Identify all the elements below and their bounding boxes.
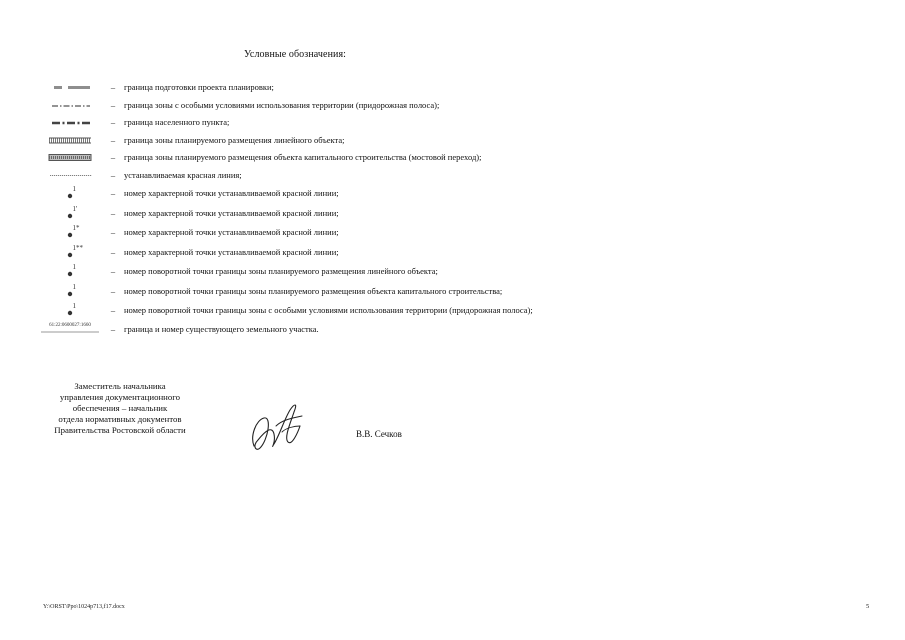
legend-item-planning-boundary: [38, 79, 678, 97]
legend-item-text: устанавливаемая красная линия;: [124, 169, 242, 180]
red-line-point-icon: [38, 184, 102, 204]
legend-item-linear-zone-turn-point: [38, 262, 678, 282]
red-line-point-icon: [38, 223, 102, 243]
land-plot-number: 61:22:0600027:1660: [49, 322, 91, 328]
legend-item-text: граница зоны планируемого размещения линейного объекта;: [124, 134, 345, 145]
legend-item-text: номер характерной точки устанавливаемой красной линии;: [124, 227, 339, 237]
legend-item-red-line-point: [38, 184, 678, 204]
land-plot-icon: [38, 321, 102, 339]
legend-item-red-line: [38, 167, 678, 185]
legend-item-text: граница населенного пункта;: [124, 117, 230, 127]
linear-object-zone-icon: [38, 132, 102, 150]
settlement-boundary-icon: [38, 114, 102, 132]
signatory-line: отдела нормативных документов: [58, 414, 182, 424]
legend-dash: –: [110, 266, 116, 276]
signatory-line: Заместитель начальника: [74, 381, 166, 391]
linear-zone-turn-point-icon: [38, 262, 102, 282]
legend-item-text: граница зоны планируемого размещения объекта капитального строительства (мостовой переход);: [124, 152, 482, 162]
legend-dash: –: [110, 207, 116, 218]
file-path: Y:\ORST\Ppo\1024p713,f17.docx: [43, 604, 125, 610]
point-marker: 1: [72, 263, 76, 271]
legend-dash: –: [110, 169, 116, 180]
capital-object-zone-icon: [38, 149, 102, 167]
legend-dash: –: [110, 323, 116, 334]
signatory-line: управления документационного: [59, 392, 181, 402]
legend-dash: –: [110, 82, 116, 92]
legend-dash: –: [110, 188, 116, 198]
legend-item-text: граница и номер существующего земельного участка.: [124, 323, 319, 334]
legend-item-capital-zone-turn-point: [38, 282, 678, 302]
signatory-position: [30, 381, 210, 436]
legend-dash: –: [110, 99, 116, 110]
legend-list: [38, 79, 678, 338]
red-line-point-icon: [38, 243, 102, 263]
legend-dash: –: [110, 285, 116, 296]
legend-item-roadside-zone-turn-point: [38, 301, 678, 321]
capital-zone-turn-point-icon: [38, 282, 102, 302]
point-marker: 1: [72, 302, 76, 310]
legend-item-red-line-point-double-star: [38, 243, 678, 263]
signatory-line: обеспечения – начальник: [72, 403, 168, 413]
legend-item-red-line-point-star: [38, 223, 678, 243]
point-marker: 1: [72, 185, 76, 193]
legend-item-land-plot: [38, 321, 678, 339]
legend-item-text: граница зоны с особыми условиями использования территории (придорожная полоса);: [124, 99, 440, 110]
planning-boundary-icon: [38, 79, 102, 97]
legend-item-text: номер характерной точки устанавливаемой красной линии;: [124, 207, 339, 218]
legend-dash: –: [110, 305, 116, 315]
legend-item-red-line-point-prime: [38, 204, 678, 224]
signatory-line: Правительства Ростовской области: [54, 425, 186, 435]
point-marker: 1**: [72, 243, 83, 252]
legend-dash: –: [110, 246, 116, 257]
legend-item-text: номер поворотной точки границы зоны с особыми условиями использования территории (придорожная полоса);: [124, 305, 533, 315]
legend-item-linear-object-zone: [38, 132, 678, 150]
legend-dash: –: [110, 134, 116, 145]
signatory-name: В.В. Сечков: [356, 429, 402, 439]
roadside-zone-turn-point-icon: [38, 301, 102, 321]
legend-item-settlement-boundary: [38, 114, 678, 132]
legend-item-text: номер характерной точки устанавливаемой красной линии;: [124, 246, 339, 257]
red-line-point-icon: [38, 204, 102, 224]
legend-item-capital-object-zone: [38, 149, 678, 167]
point-marker: 1: [72, 282, 76, 291]
legend-item-text: номер характерной точки устанавливаемой красной линии;: [124, 188, 339, 198]
legend-dash: –: [110, 227, 116, 237]
handwritten-signature-icon: [244, 396, 310, 456]
legend-title: Условные обозначения:: [243, 49, 347, 60]
legend-item-text: номер поворотной точки границы зоны планируемого размещения линейного объекта;: [124, 266, 438, 276]
point-marker: 1*: [72, 224, 80, 232]
legend-item-text: граница подготовки проекта планировки;: [124, 82, 274, 92]
red-line-icon: [38, 167, 102, 185]
legend-item-text: номер поворотной точки границы зоны планируемого размещения объекта капитального строительства;: [124, 285, 503, 296]
roadside-zone-boundary-icon: [38, 97, 102, 115]
legend-dash: –: [110, 152, 116, 162]
page-number: 5: [866, 603, 870, 610]
legend-dash: –: [110, 117, 116, 127]
legend-item-roadside-zone-boundary: [38, 97, 678, 115]
point-marker: 1': [72, 204, 78, 213]
